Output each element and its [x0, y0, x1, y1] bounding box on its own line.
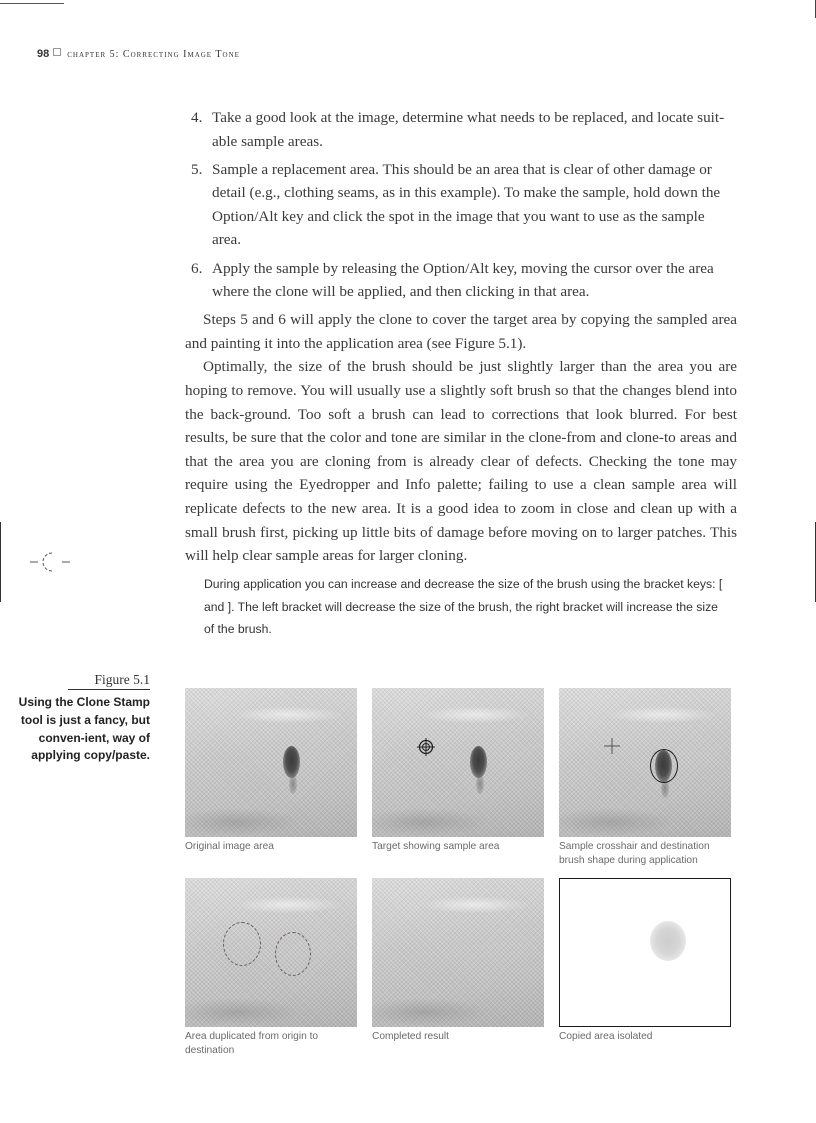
clone-target-icon	[417, 738, 435, 756]
photo-crosshair	[559, 688, 731, 837]
brush-outline	[650, 749, 678, 783]
list-item	[185, 106, 737, 153]
left-margin-bar	[0, 522, 1, 602]
figure-panel-crosshair	[559, 688, 731, 837]
panel-caption: Target showing sample area	[372, 841, 500, 852]
origin-circle	[223, 922, 261, 966]
square-bullet-icon	[53, 48, 61, 56]
panel-caption: Sample crosshair and destination brush shape during application	[559, 841, 710, 866]
copied-patch	[650, 921, 686, 961]
photo-target	[372, 688, 544, 837]
top-crop-rule	[0, 3, 64, 4]
damage-tail	[476, 774, 484, 794]
step-text: Take a good look at the image, determine what needs to be replaced, and locate suit-able sample areas.	[212, 109, 725, 150]
step-text: Apply the sample by releasing the Option/Alt key, moving the cursor over the area where the clone will be applied, and then clicking in that area.	[212, 259, 714, 301]
body-text	[185, 106, 737, 568]
step-number: 6.	[191, 259, 203, 277]
isolated-area	[559, 878, 731, 1027]
page-number: 98	[37, 48, 50, 60]
paragraph: Steps 5 and 6 will apply the clone to cover the target area by copying the sampled area and painting it into the application area (see Figure 5.1).	[185, 311, 737, 352]
list-item	[185, 257, 737, 304]
steps-list	[185, 106, 737, 304]
crosshair-icon	[604, 738, 620, 754]
step-number: 5.	[191, 160, 203, 178]
panel-caption: Completed result	[372, 1031, 450, 1042]
figure-panel-completed	[372, 878, 544, 1027]
chapter-title: chapter 5: Correcting Image Tone	[67, 49, 240, 60]
destination-circle	[275, 932, 311, 976]
figure-caption: Using the Clone Stamp tool is just a fancy, but conven-ient, way of applying copy/paste.	[18, 695, 150, 763]
figure-number: Figure 5.1	[68, 672, 151, 690]
list-item	[185, 158, 737, 252]
panel-caption: Copied area isolated	[559, 1031, 653, 1042]
step-text: Sample a replacement area. This should be an area that is clear of other damage or detail (e.g., clothing seams, as in this example). To make the sample, hold down the Option/Alt key and click the spot in the image that you want to use as the sample area.	[212, 160, 721, 249]
photo-original	[185, 688, 357, 837]
photo-duplicated	[185, 878, 357, 1027]
tip-text: During application you can increase and decrease the size of the brush using the bracket keys: [ and ]. The left bracket will decrease the size of the brush, the right bracket will increase the size of the brush.	[204, 577, 723, 636]
damage-tail	[289, 774, 297, 794]
paragraph: Optimally, the size of the brush should be just slightly larger than the area you are hoping to remove. You will usually use a slightly soft brush so that the changes blend into the back-ground. Too soft a brush can lead to corrections that look blurred. For best results, be sure that the color and tone are similar in the clone-from and clone-to areas and that the area you are cloning from is already clear of defects. Checking the tone may require using the Eyedropper and Info palette; failing to use a clean sample area will replicate defects to the new area. It is a good idea to zoom in close and clean up with a small brush first, picking up little bits of damage before moving on to larger patches. This will help clear sample areas for larger cloning.	[185, 358, 737, 565]
figure-panel-original	[185, 688, 357, 837]
panel-caption: Area duplicated from origin to destination	[185, 1031, 319, 1056]
figure-panel-isolated	[559, 878, 731, 1027]
step-number: 4.	[191, 109, 203, 126]
photo-completed	[372, 878, 544, 1027]
registration-mark-icon	[30, 550, 70, 574]
running-head	[37, 48, 240, 60]
panel-caption: Original image area	[185, 841, 274, 852]
figure-panel-duplicated	[185, 878, 357, 1027]
figure-label	[15, 671, 150, 765]
figure-panel-target	[372, 688, 544, 837]
